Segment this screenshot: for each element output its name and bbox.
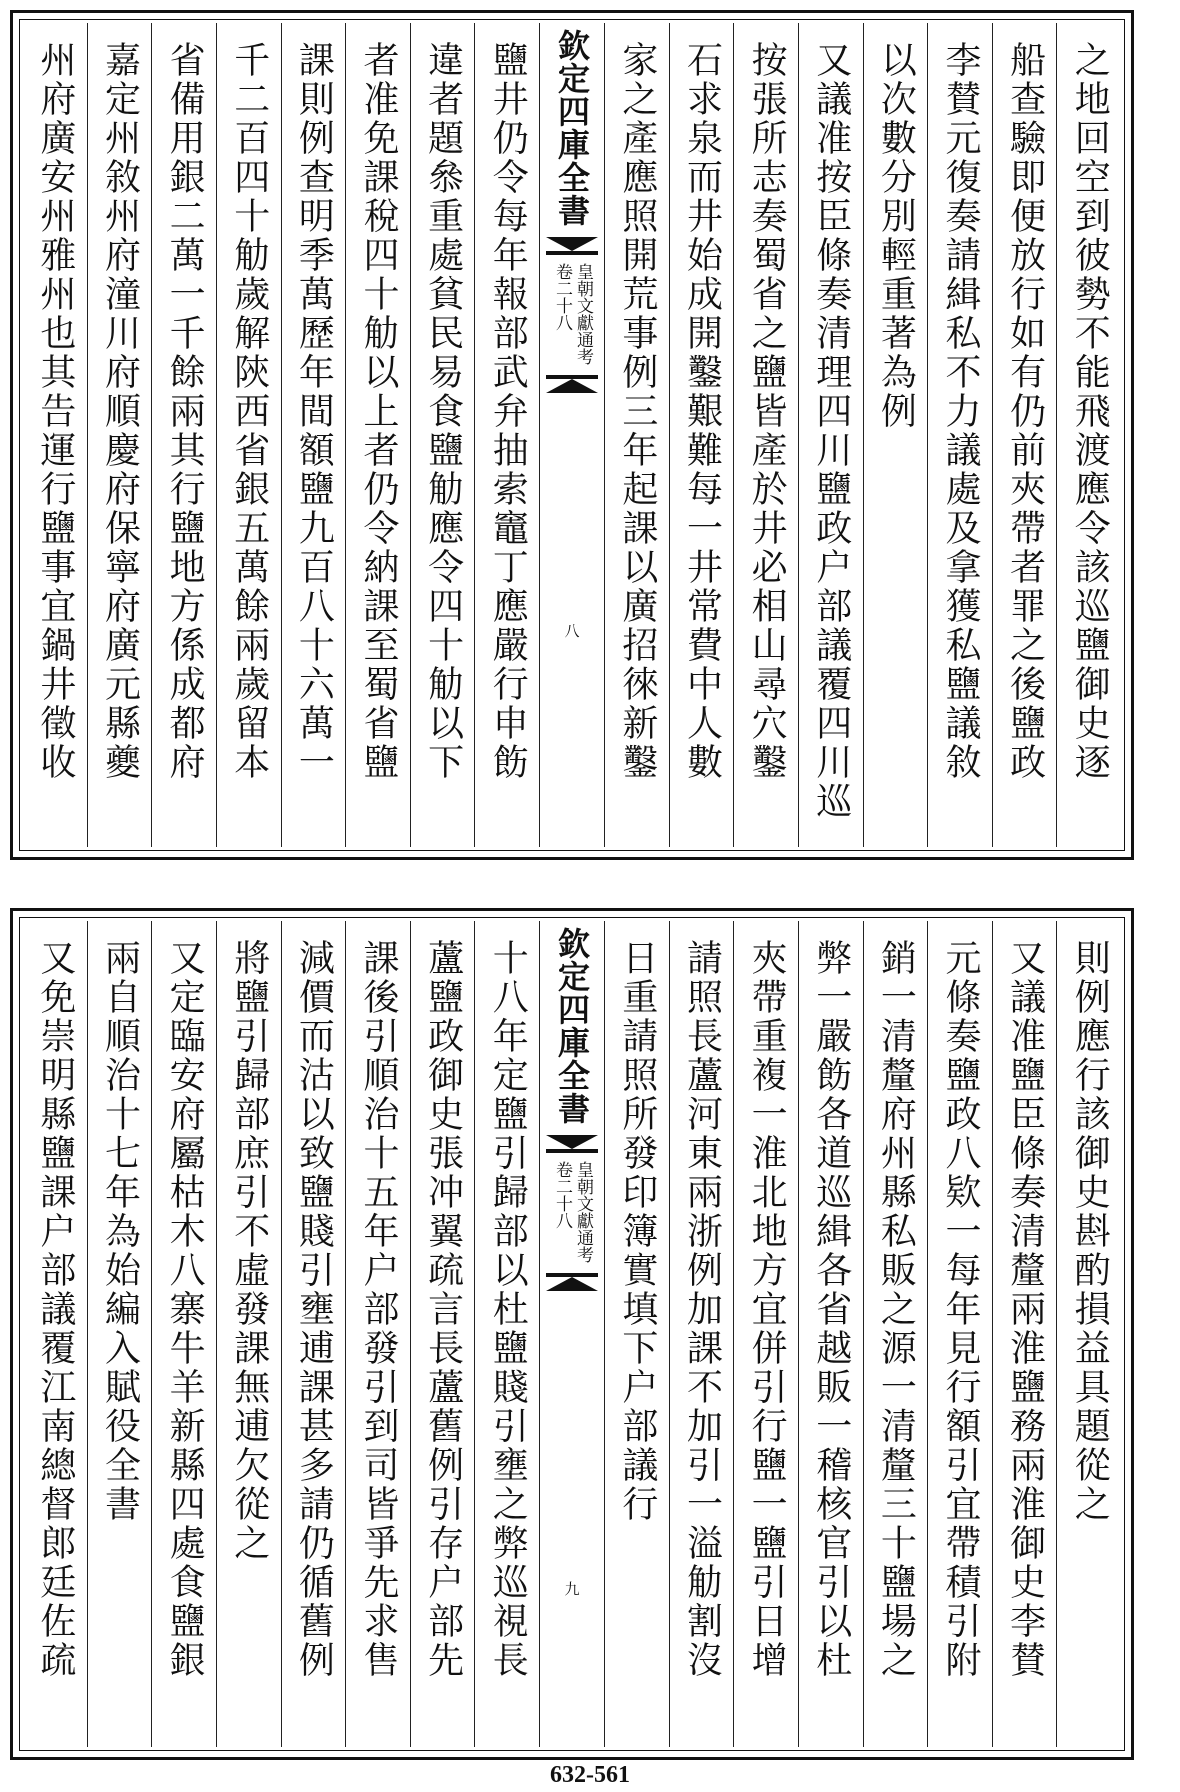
fold-meta <box>553 263 591 365</box>
volume-label: 卷二十八 <box>552 1161 572 1229</box>
text-column: 又免崇明縣鹽課户部議覆江南總督郎廷佐疏 <box>34 939 76 1680</box>
volume-label: 卷二十八 <box>552 263 572 331</box>
page-number: 九 <box>562 1581 581 1596</box>
text-column: 石求泉而井始成開鑿艱難每一井常費中人數 <box>669 23 734 847</box>
book-title: 欽定四庫全書 <box>553 927 591 1125</box>
fish-tail-mark <box>546 375 598 397</box>
text-column: 又議准鹽臣條奏清釐兩淮鹽務兩淮御史李賛 <box>992 921 1057 1747</box>
text-columns <box>23 23 1121 847</box>
center-fold <box>539 921 604 1747</box>
text-column: 弊一嚴飭各道巡緝各省越販一稽核官引以杜 <box>798 921 863 1747</box>
fish-tail-mark <box>546 237 598 259</box>
text-column: 銷一清釐府州縣私販之源一清釐三十鹽場之 <box>863 921 928 1747</box>
text-column: 日重請照所發印簿實填下户部議行 <box>604 921 669 1747</box>
text-column: 課後引順治十五年户部發引到司皆爭先求售 <box>345 921 410 1747</box>
text-column: 按張所志奏蜀省之鹽皆產於井必相山尋穴鑿 <box>733 23 798 847</box>
text-column: 夾帶重複一淮北地方宜併引行鹽一鹽引日增 <box>733 921 798 1747</box>
text-column: 家之產應照開荒事例三年起課以廣招徠新鑿 <box>604 23 669 847</box>
fish-tail-mark <box>546 1135 598 1157</box>
text-column: 州府廣安州雅州也其告運行鹽事宜鍋井徵收 <box>34 41 76 782</box>
text-column: 嘉定州敘州府潼川府順慶府保寧府廣元縣夔 <box>87 23 152 847</box>
text-column: 元條奏鹽政八欵一每年見行額引宜帶積引附 <box>927 921 992 1747</box>
source-title: 皇朝文獻通考 <box>573 1161 593 1263</box>
text-column: 之地回空到彼勢不能飛渡應令該巡鹽御史逐 <box>1056 23 1121 847</box>
text-column: 請照長蘆河東兩浙例加課不加引一溢觔割沒 <box>669 921 734 1747</box>
fish-tail-mark <box>546 1273 598 1295</box>
text-column: 船查驗即便放行如有仍前夾帶者罪之後鹽政 <box>992 23 1057 847</box>
text-column: 又定臨安府屬枯木八寨牛羊新縣四處食鹽銀 <box>151 921 216 1747</box>
text-column: 鹽井仍令每年報部武弁抽索竈丁應嚴行申飭 <box>474 23 539 847</box>
text-column: 兩自順治十七年為始編入賦役全書 <box>87 921 152 1747</box>
text-column: 千二百四十觔歲解陝西省銀五萬餘兩歲留本 <box>216 23 281 847</box>
text-column: 蘆鹽政御史張冲翼疏言長蘆舊例引存户部先 <box>410 921 475 1747</box>
text-column: 課則例查明季萬歷年間額鹽九百八十六萬一 <box>281 23 346 847</box>
source-title: 皇朝文獻通考 <box>573 263 593 365</box>
book-title: 欽定四庫全書 <box>553 29 591 227</box>
text-column: 省備用銀二萬一千餘兩其行鹽地方係成都府 <box>151 23 216 847</box>
text-column: 李賛元復奏請緝私不力議處及拿獲私鹽議敘 <box>927 23 992 847</box>
page-code: 632-561 <box>550 1762 630 1788</box>
text-column: 以次數分別輕重著為例 <box>863 23 928 847</box>
text-column: 者准免課稅四十觔以上者仍令納課至蜀省鹽 <box>345 23 410 847</box>
text-column: 又議准按臣條奏清理四川鹽政户部議覆四川巡 <box>798 23 863 847</box>
text-column: 將鹽引歸部庶引不虛發課無逋欠從之 <box>216 921 281 1747</box>
page-leaf-bottom <box>10 908 1134 1760</box>
page-leaf-top <box>10 10 1134 860</box>
fold-meta <box>553 1161 591 1263</box>
text-column: 則例應行該御史斟酌損益具題從之 <box>1056 921 1121 1747</box>
center-fold <box>539 23 604 847</box>
text-column: 十八年定鹽引歸部以杜鹽賤引壅之弊巡視長 <box>474 921 539 1747</box>
page-number: 八 <box>562 623 581 638</box>
text-column: 減價而沽以致鹽賤引壅逋課甚多請仍循舊例 <box>281 921 346 1747</box>
text-column: 違者題叅重處貧民易食鹽觔應令四十觔以下 <box>410 23 475 847</box>
text-columns <box>23 921 1121 1747</box>
